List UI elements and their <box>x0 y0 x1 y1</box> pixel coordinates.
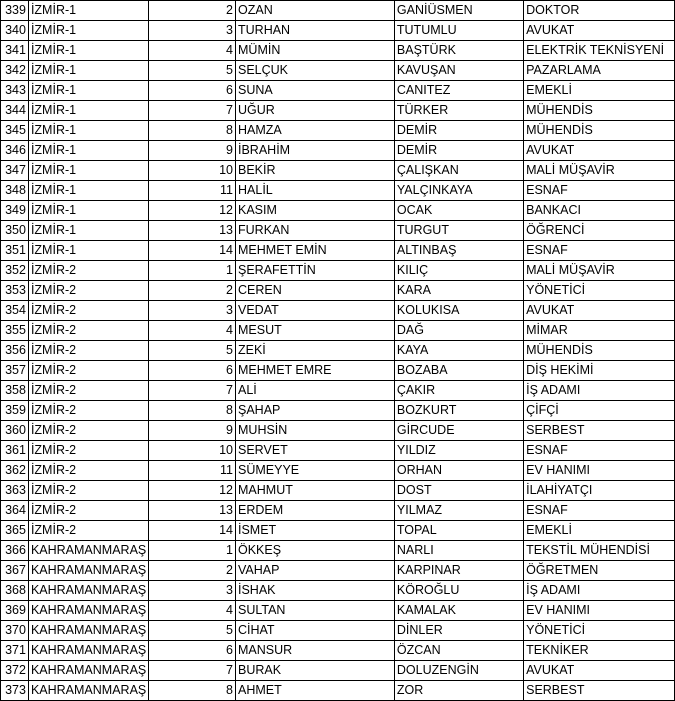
district-cell[interactable]: İZMİR-2 <box>28 321 148 341</box>
rank-cell[interactable]: 3 <box>149 581 236 601</box>
profession-cell[interactable]: ÖĞRETMEN <box>524 561 675 581</box>
row-number-cell[interactable]: 363 <box>1 481 29 501</box>
row-number-cell[interactable]: 355 <box>1 321 29 341</box>
district-cell[interactable]: İZMİR-1 <box>28 181 148 201</box>
last-name-cell[interactable]: ORHAN <box>394 461 523 481</box>
rank-cell[interactable]: 2 <box>149 281 236 301</box>
last-name-cell[interactable]: BAŞTÜRK <box>394 41 523 61</box>
table-row <box>1 261 675 281</box>
last-name-cell[interactable]: BOZABA <box>394 361 523 381</box>
row-number-cell[interactable]: 347 <box>1 161 29 181</box>
rank-cell[interactable]: 2 <box>149 561 236 581</box>
row-number-cell[interactable]: 340 <box>1 21 29 41</box>
district-cell[interactable]: İZMİR-1 <box>28 41 148 61</box>
row-number-cell[interactable]: 341 <box>1 41 29 61</box>
first-name-cell[interactable]: MÜMİN <box>236 41 395 61</box>
last-name-cell[interactable]: YILMAZ <box>394 501 523 521</box>
table-row <box>1 521 675 541</box>
row-number-cell[interactable]: 365 <box>1 521 29 541</box>
rank-cell[interactable]: 2 <box>149 1 236 21</box>
table-row <box>1 61 675 81</box>
rank-cell[interactable]: 4 <box>149 321 236 341</box>
first-name-cell[interactable]: MANSUR <box>236 641 395 661</box>
last-name-cell[interactable]: KÖROĞLU <box>394 581 523 601</box>
first-name-cell[interactable]: ŞAHAP <box>236 401 395 421</box>
last-name-cell[interactable]: DEMİR <box>394 121 523 141</box>
table-row <box>1 201 675 221</box>
last-name-cell[interactable]: ÇAKIR <box>394 381 523 401</box>
row-number-cell[interactable]: 357 <box>1 361 29 381</box>
district-cell[interactable]: İZMİR-1 <box>28 101 148 121</box>
table-row <box>1 441 675 461</box>
last-name-cell[interactable]: CANITEZ <box>394 81 523 101</box>
table-row <box>1 21 675 41</box>
row-number-cell[interactable]: 352 <box>1 261 29 281</box>
first-name-cell[interactable]: İSMET <box>236 521 395 541</box>
row-number-cell[interactable]: 345 <box>1 121 29 141</box>
row-number-cell[interactable]: 368 <box>1 581 29 601</box>
rank-cell[interactable]: 7 <box>149 381 236 401</box>
row-number-cell[interactable]: 342 <box>1 61 29 81</box>
row-number-cell[interactable]: 339 <box>1 1 29 21</box>
rank-cell[interactable]: 3 <box>149 301 236 321</box>
last-name-cell[interactable]: NARLI <box>394 541 523 561</box>
district-cell[interactable]: İZMİR-1 <box>28 221 148 241</box>
district-cell[interactable]: İZMİR-2 <box>28 281 148 301</box>
district-cell[interactable]: İZMİR-2 <box>28 401 148 421</box>
district-cell[interactable]: KAHRAMANMARAŞ <box>28 681 148 701</box>
last-name-cell[interactable]: KOLUKISA <box>394 301 523 321</box>
profession-cell[interactable]: PAZARLAMA <box>524 61 675 81</box>
first-name-cell[interactable]: SULTAN <box>236 601 395 621</box>
last-name-cell[interactable]: KAYA <box>394 341 523 361</box>
row-number-cell[interactable]: 359 <box>1 401 29 421</box>
table-row <box>1 581 675 601</box>
last-name-cell[interactable]: KILIÇ <box>394 261 523 281</box>
row-number-cell[interactable]: 366 <box>1 541 29 561</box>
first-name-cell[interactable]: MUHSİN <box>236 421 395 441</box>
table-row <box>1 221 675 241</box>
profession-cell[interactable]: MALİ MÜŞAVİR <box>524 261 675 281</box>
last-name-cell[interactable]: TURGUT <box>394 221 523 241</box>
district-cell[interactable]: KAHRAMANMARAŞ <box>28 541 148 561</box>
first-name-cell[interactable]: CİHAT <box>236 621 395 641</box>
rank-cell[interactable]: 12 <box>149 201 236 221</box>
first-name-cell[interactable]: AHMET <box>236 681 395 701</box>
first-name-cell[interactable]: KASIM <box>236 201 395 221</box>
profession-cell[interactable]: DOKTOR <box>524 1 675 21</box>
profession-cell[interactable]: AVUKAT <box>524 301 675 321</box>
district-cell[interactable]: KAHRAMANMARAŞ <box>28 561 148 581</box>
district-cell[interactable]: İZMİR-2 <box>28 381 148 401</box>
table-row <box>1 181 675 201</box>
rank-cell[interactable]: 9 <box>149 421 236 441</box>
last-name-cell[interactable]: TUTUMLU <box>394 21 523 41</box>
last-name-cell[interactable]: KARPINAR <box>394 561 523 581</box>
first-name-cell[interactable]: İSHAK <box>236 581 395 601</box>
profession-cell[interactable]: MÜHENDİS <box>524 341 675 361</box>
profession-cell[interactable]: EV HANIMI <box>524 461 675 481</box>
district-cell[interactable]: İZMİR-1 <box>28 161 148 181</box>
row-number-cell[interactable]: 372 <box>1 661 29 681</box>
row-number-cell[interactable]: 370 <box>1 621 29 641</box>
profession-cell[interactable]: YÖNETİCİ <box>524 621 675 641</box>
first-name-cell[interactable]: İBRAHİM <box>236 141 395 161</box>
last-name-cell[interactable]: ÇALIŞKAN <box>394 161 523 181</box>
district-cell[interactable]: İZMİR-1 <box>28 1 148 21</box>
last-name-cell[interactable]: YILDIZ <box>394 441 523 461</box>
rank-cell[interactable]: 14 <box>149 521 236 541</box>
profession-cell[interactable]: MALİ MÜŞAVİR <box>524 161 675 181</box>
district-cell[interactable]: İZMİR-1 <box>28 241 148 261</box>
district-cell[interactable]: İZMİR-2 <box>28 261 148 281</box>
rank-cell[interactable]: 12 <box>149 481 236 501</box>
district-cell[interactable]: KAHRAMANMARAŞ <box>28 601 148 621</box>
table-row <box>1 501 675 521</box>
district-cell[interactable]: İZMİR-2 <box>28 361 148 381</box>
rank-cell[interactable]: 4 <box>149 601 236 621</box>
table-row <box>1 421 675 441</box>
table-row <box>1 461 675 481</box>
row-number-cell[interactable]: 367 <box>1 561 29 581</box>
profession-cell[interactable]: BANKACI <box>524 201 675 221</box>
district-cell[interactable]: İZMİR-2 <box>28 421 148 441</box>
candidate-table-body <box>1 1 675 701</box>
district-cell[interactable]: KAHRAMANMARAŞ <box>28 661 148 681</box>
profession-cell[interactable]: ESNAF <box>524 501 675 521</box>
district-cell[interactable]: İZMİR-1 <box>28 61 148 81</box>
table-row <box>1 621 675 641</box>
table-row <box>1 161 675 181</box>
district-cell[interactable]: KAHRAMANMARAŞ <box>28 581 148 601</box>
rank-cell[interactable]: 8 <box>149 681 236 701</box>
first-name-cell[interactable]: ZEKİ <box>236 341 395 361</box>
last-name-cell[interactable]: TÜRKER <box>394 101 523 121</box>
table-row <box>1 361 675 381</box>
district-cell[interactable]: İZMİR-1 <box>28 81 148 101</box>
row-number-cell[interactable]: 356 <box>1 341 29 361</box>
profession-cell[interactable]: ÇİFÇİ <box>524 401 675 421</box>
profession-cell[interactable]: İLAHİYATÇI <box>524 481 675 501</box>
first-name-cell[interactable]: ERDEM <box>236 501 395 521</box>
first-name-cell[interactable]: ŞERAFETTİN <box>236 261 395 281</box>
district-cell[interactable]: İZMİR-1 <box>28 121 148 141</box>
rank-cell[interactable]: 1 <box>149 261 236 281</box>
first-name-cell[interactable]: UĞUR <box>236 101 395 121</box>
rank-cell[interactable]: 3 <box>149 21 236 41</box>
district-cell[interactable]: İZMİR-2 <box>28 341 148 361</box>
first-name-cell[interactable]: SERVET <box>236 441 395 461</box>
last-name-cell[interactable]: DOLUZENGİN <box>394 661 523 681</box>
rank-cell[interactable]: 8 <box>149 121 236 141</box>
last-name-cell[interactable]: GANİÜSMEN <box>394 1 523 21</box>
last-name-cell[interactable]: ALTINBAŞ <box>394 241 523 261</box>
first-name-cell[interactable]: HALİL <box>236 181 395 201</box>
profession-cell[interactable]: EMEKLİ <box>524 521 675 541</box>
last-name-cell[interactable]: KAVUŞAN <box>394 61 523 81</box>
district-cell[interactable]: KAHRAMANMARAŞ <box>28 641 148 661</box>
rank-cell[interactable]: 4 <box>149 41 236 61</box>
row-number-cell[interactable]: 361 <box>1 441 29 461</box>
profession-cell[interactable]: SERBEST <box>524 681 675 701</box>
profession-cell[interactable]: AVUKAT <box>524 141 675 161</box>
profession-cell[interactable]: AVUKAT <box>524 21 675 41</box>
last-name-cell[interactable]: KARA <box>394 281 523 301</box>
table-row <box>1 141 675 161</box>
profession-cell[interactable]: ESNAF <box>524 181 675 201</box>
table-row <box>1 281 675 301</box>
row-number-cell[interactable]: 360 <box>1 421 29 441</box>
table-row <box>1 81 675 101</box>
district-cell[interactable]: İZMİR-2 <box>28 441 148 461</box>
first-name-cell[interactable]: CEREN <box>236 281 395 301</box>
profession-cell[interactable]: MÜHENDİS <box>524 121 675 141</box>
first-name-cell[interactable]: OZAN <box>236 1 395 21</box>
first-name-cell[interactable]: ALİ <box>236 381 395 401</box>
district-cell[interactable]: KAHRAMANMARAŞ <box>28 621 148 641</box>
row-number-cell[interactable]: 343 <box>1 81 29 101</box>
district-cell[interactable]: İZMİR-2 <box>28 501 148 521</box>
table-row <box>1 401 675 421</box>
rank-cell[interactable]: 6 <box>149 81 236 101</box>
rank-cell[interactable]: 6 <box>149 641 236 661</box>
first-name-cell[interactable]: VEDAT <box>236 301 395 321</box>
table-row <box>1 541 675 561</box>
first-name-cell[interactable]: MESUT <box>236 321 395 341</box>
rank-cell[interactable]: 6 <box>149 361 236 381</box>
profession-cell[interactable]: TEKNİKER <box>524 641 675 661</box>
table-row <box>1 681 675 701</box>
last-name-cell[interactable]: DAĞ <box>394 321 523 341</box>
table-row <box>1 41 675 61</box>
profession-cell[interactable]: DİŞ HEKİMİ <box>524 361 675 381</box>
row-number-cell[interactable]: 371 <box>1 641 29 661</box>
last-name-cell[interactable]: TOPAL <box>394 521 523 541</box>
profession-cell[interactable]: MÜHENDİS <box>524 101 675 121</box>
row-number-cell[interactable]: 364 <box>1 501 29 521</box>
row-number-cell[interactable]: 351 <box>1 241 29 261</box>
first-name-cell[interactable]: MEHMET EMİN <box>236 241 395 261</box>
rank-cell[interactable]: 5 <box>149 341 236 361</box>
profession-cell[interactable]: AVUKAT <box>524 661 675 681</box>
first-name-cell[interactable]: FURKAN <box>236 221 395 241</box>
row-number-cell[interactable]: 353 <box>1 281 29 301</box>
profession-cell[interactable]: İŞ ADAMI <box>524 581 675 601</box>
profession-cell[interactable]: ESNAF <box>524 241 675 261</box>
table-row <box>1 341 675 361</box>
rank-cell[interactable]: 14 <box>149 241 236 261</box>
district-cell[interactable]: İZMİR-1 <box>28 141 148 161</box>
first-name-cell[interactable]: ÖKKEŞ <box>236 541 395 561</box>
rank-cell[interactable]: 8 <box>149 401 236 421</box>
district-cell[interactable]: İZMİR-2 <box>28 481 148 501</box>
table-row <box>1 241 675 261</box>
district-cell[interactable]: İZMİR-1 <box>28 21 148 41</box>
first-name-cell[interactable]: MAHMUT <box>236 481 395 501</box>
row-number-cell[interactable]: 348 <box>1 181 29 201</box>
profession-cell[interactable]: MİMAR <box>524 321 675 341</box>
profession-cell[interactable]: EMEKLİ <box>524 81 675 101</box>
rank-cell[interactable]: 13 <box>149 501 236 521</box>
rank-cell[interactable]: 10 <box>149 161 236 181</box>
first-name-cell[interactable]: TURHAN <box>236 21 395 41</box>
last-name-cell[interactable]: OCAK <box>394 201 523 221</box>
last-name-cell[interactable]: DİNLER <box>394 621 523 641</box>
first-name-cell[interactable]: HAMZA <box>236 121 395 141</box>
profession-cell[interactable]: ESNAF <box>524 441 675 461</box>
last-name-cell[interactable]: BOZKURT <box>394 401 523 421</box>
profession-cell[interactable]: SERBEST <box>524 421 675 441</box>
first-name-cell[interactable]: MEHMET EMRE <box>236 361 395 381</box>
profession-cell[interactable]: ELEKTRİK TEKNİSYENİ <box>524 41 675 61</box>
row-number-cell[interactable]: 369 <box>1 601 29 621</box>
table-row <box>1 601 675 621</box>
profession-cell[interactable]: ÖĞRENCİ <box>524 221 675 241</box>
row-number-cell[interactable]: 354 <box>1 301 29 321</box>
row-number-cell[interactable]: 346 <box>1 141 29 161</box>
rank-cell[interactable]: 5 <box>149 61 236 81</box>
last-name-cell[interactable]: KAMALAK <box>394 601 523 621</box>
district-cell[interactable]: İZMİR-1 <box>28 201 148 221</box>
profession-cell[interactable]: TEKSTİL MÜHENDİSİ <box>524 541 675 561</box>
profession-cell[interactable]: EV HANIMI <box>524 601 675 621</box>
rank-cell[interactable]: 11 <box>149 461 236 481</box>
table-row <box>1 301 675 321</box>
rank-cell[interactable]: 11 <box>149 181 236 201</box>
row-number-cell[interactable]: 349 <box>1 201 29 221</box>
rank-cell[interactable]: 7 <box>149 661 236 681</box>
rank-cell[interactable]: 1 <box>149 541 236 561</box>
first-name-cell[interactable]: BEKİR <box>236 161 395 181</box>
table-row <box>1 101 675 121</box>
rank-cell[interactable]: 13 <box>149 221 236 241</box>
table-row <box>1 381 675 401</box>
first-name-cell[interactable]: VAHAP <box>236 561 395 581</box>
district-cell[interactable]: İZMİR-2 <box>28 521 148 541</box>
last-name-cell[interactable]: GİRCUDE <box>394 421 523 441</box>
first-name-cell[interactable]: SELÇUK <box>236 61 395 81</box>
table-row <box>1 121 675 141</box>
first-name-cell[interactable]: BURAK <box>236 661 395 681</box>
profession-cell[interactable]: YÖNETİCİ <box>524 281 675 301</box>
table-row <box>1 481 675 501</box>
first-name-cell[interactable]: SUNA <box>236 81 395 101</box>
rank-cell[interactable]: 7 <box>149 101 236 121</box>
first-name-cell[interactable]: SÜMEYYE <box>236 461 395 481</box>
rank-cell[interactable]: 9 <box>149 141 236 161</box>
profession-cell[interactable]: İŞ ADAMI <box>524 381 675 401</box>
table-row <box>1 661 675 681</box>
district-cell[interactable]: İZMİR-2 <box>28 461 148 481</box>
rank-cell[interactable]: 5 <box>149 621 236 641</box>
last-name-cell[interactable]: DOST <box>394 481 523 501</box>
last-name-cell[interactable]: ZOR <box>394 681 523 701</box>
last-name-cell[interactable]: YALÇINKAYA <box>394 181 523 201</box>
row-number-cell[interactable]: 350 <box>1 221 29 241</box>
rank-cell[interactable]: 10 <box>149 441 236 461</box>
table-row <box>1 561 675 581</box>
last-name-cell[interactable]: DEMİR <box>394 141 523 161</box>
row-number-cell[interactable]: 362 <box>1 461 29 481</box>
table-row <box>1 641 675 661</box>
table-row <box>1 321 675 341</box>
table-row <box>1 1 675 21</box>
district-cell[interactable]: İZMİR-2 <box>28 301 148 321</box>
row-number-cell[interactable]: 373 <box>1 681 29 701</box>
row-number-cell[interactable]: 358 <box>1 381 29 401</box>
row-number-cell[interactable]: 344 <box>1 101 29 121</box>
last-name-cell[interactable]: ÖZCAN <box>394 641 523 661</box>
